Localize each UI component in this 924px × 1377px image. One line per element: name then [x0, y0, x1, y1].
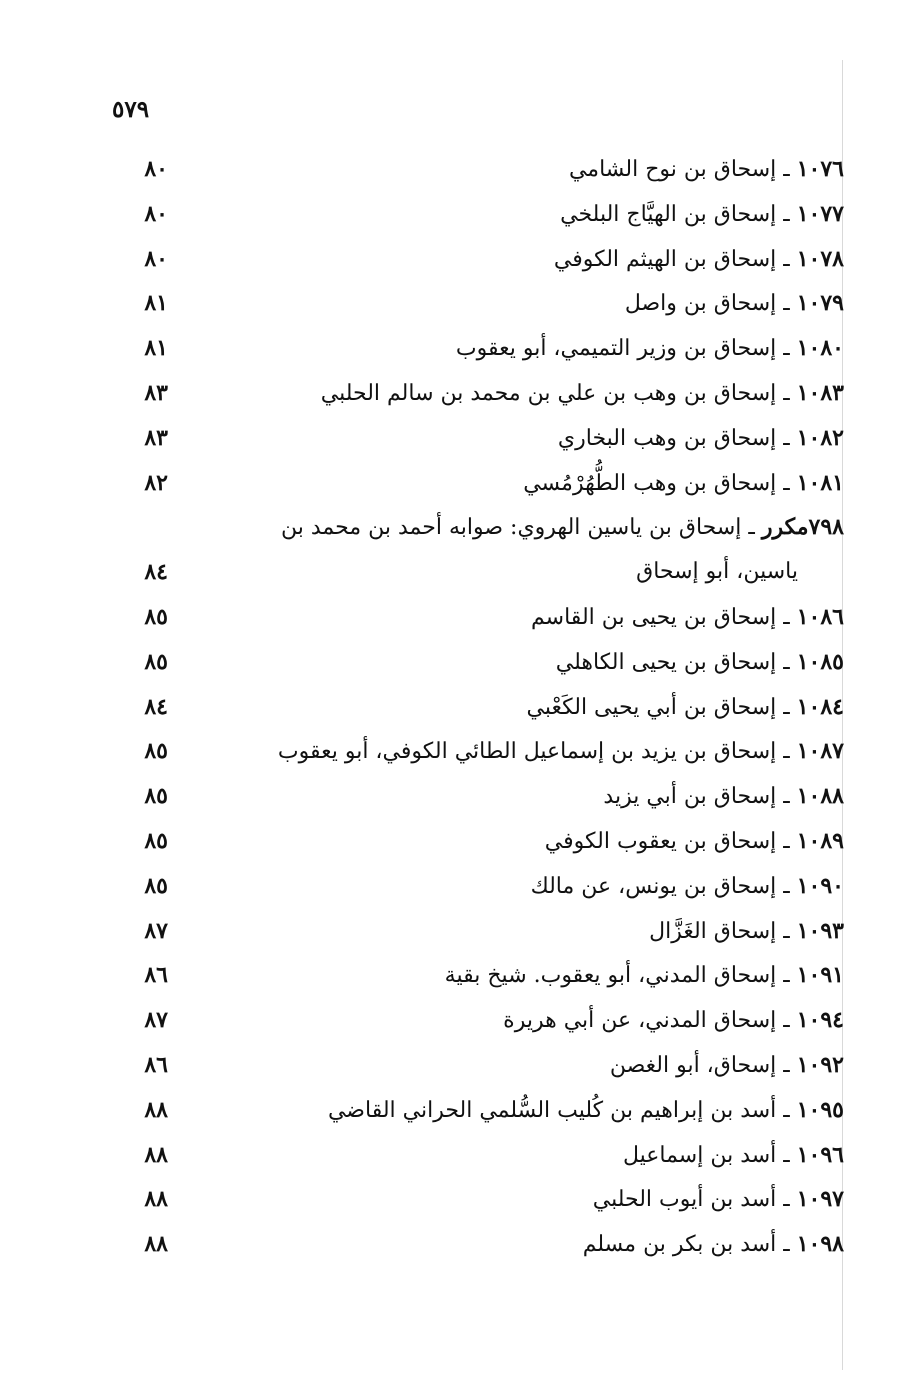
entry-text	[328, 1097, 844, 1123]
index-entry	[0, 732, 924, 777]
index-entry	[0, 688, 924, 733]
index-entry	[0, 419, 924, 464]
entry-number: ١٠٨٦	[796, 603, 844, 630]
entry-page-number: ٨٢	[144, 469, 168, 496]
entry-name: ـ إسحاق الغَزَّال	[649, 918, 790, 944]
entry-number: ١٠٨١	[796, 469, 844, 496]
entry-text	[456, 335, 844, 361]
entry-text	[625, 290, 844, 316]
entry-name: ـ أسد بن إبراهيم بن كُليب السُّلمي الحراني القاضي	[327, 1097, 790, 1123]
entry-name: ـ أسد بن أيوب الحلبي	[592, 1187, 790, 1213]
entry-name: ـ إسحاق بن أبي يحيى الكَعْبي	[526, 694, 790, 720]
entry-page-number: ٨٤	[144, 693, 168, 720]
index-entry	[0, 1225, 924, 1270]
entry-number: ١٠٨٣	[796, 379, 844, 406]
entry-name: ـ إسحاق بن وهب بن علي بن محمد بن سالم الحلبي	[320, 380, 790, 406]
index-entry	[0, 1180, 924, 1225]
entry-text	[527, 694, 845, 720]
entry-number: ١٠٩١	[796, 962, 844, 989]
entry-text	[321, 380, 844, 406]
entry-number: ١٠٩٣	[796, 917, 844, 944]
index-entry	[0, 643, 924, 688]
entry-text	[560, 201, 844, 227]
entry-page-number: ٨٠	[144, 200, 168, 227]
index-entry	[0, 1001, 924, 1046]
entry-page-number: ٨٦	[144, 1051, 168, 1078]
entry-name: ـ أسد بن بكر بن مسلم	[582, 1232, 790, 1258]
index-entry	[0, 1136, 924, 1181]
entry-page-number: ٨٨	[144, 1141, 168, 1168]
index-entry	[0, 284, 924, 329]
entry-name: ـ إسحاق بن وهب الطُّهُرْمُسي	[523, 470, 790, 496]
entry-page-number: ٨٥	[144, 783, 168, 810]
entry-page-number: ٨٣	[144, 379, 168, 406]
entry-text	[556, 649, 844, 675]
entry-page-number: ٨٠	[144, 245, 168, 272]
entry-page-number: ٨٨	[144, 1231, 168, 1258]
entry-name: ـ إسحاق المدني، أبو يعقوب. شيخ بقية	[444, 963, 790, 989]
entry-text	[445, 962, 844, 988]
entry-number: ١٠٨٤	[796, 693, 844, 720]
index-entry	[0, 912, 924, 957]
entry-page-number: ٨٥	[144, 738, 168, 765]
index-entry	[0, 374, 924, 419]
entry-page-number: ٨٥	[144, 872, 168, 899]
index-entry-continuation	[0, 553, 924, 598]
entry-text	[503, 1007, 844, 1033]
entry-name: ـ أسد بن إسماعيل	[622, 1142, 790, 1168]
entry-number: ١٠٩٢	[796, 1051, 844, 1078]
entry-page-number: ٨٥	[144, 648, 168, 675]
entry-number: ١٠٨٧	[796, 738, 844, 765]
entry-number: ١٠٨٩	[796, 827, 844, 854]
entry-number: ١٠٧٦	[796, 156, 844, 182]
entry-page-number: ٨٦	[144, 962, 168, 989]
entry-page-number: ٨٤	[144, 559, 168, 586]
index-entries-list	[0, 150, 924, 1270]
entry-number: ١٠٨٢	[796, 424, 844, 451]
entry-page-number: ٨٧	[144, 917, 168, 944]
entry-text	[523, 470, 844, 496]
entry-name: ـ إسحاق بن واصل	[624, 291, 790, 317]
entry-number: ١٠٩٥	[796, 1096, 844, 1123]
entry-name: ـ إسحاق بن الهيثم الكوفي	[553, 246, 790, 272]
index-entry	[0, 150, 924, 195]
entry-page-number: ٨٣	[144, 424, 168, 451]
entry-name: ـ إسحاق بن وزير التميمي، أبو يعقوب	[455, 336, 790, 362]
entry-text	[649, 918, 844, 944]
entry-text	[610, 1052, 844, 1078]
entry-text	[531, 873, 844, 899]
entry-number: ٧٩٨مكرر	[761, 514, 844, 541]
entry-page-number: ٨٨	[144, 1096, 168, 1123]
entry-number: ١٠٨٨	[796, 783, 844, 810]
entry-name: ـ إسحاق بن يحيى الكاهلي	[555, 649, 790, 675]
page-number: ٥٧٩	[112, 96, 150, 123]
entry-name: ـ إسحاق بن يعقوب الكوفي	[544, 828, 790, 854]
entry-number: ١٠٧٧	[796, 200, 844, 227]
index-entry	[0, 329, 924, 374]
entry-text	[623, 1142, 844, 1168]
entry-page-number: ٨٠	[144, 156, 168, 182]
entry-name: ـ إسحاق، أبو الغصن	[609, 1052, 790, 1078]
entry-page-number: ٨١	[144, 290, 168, 317]
entry-number: ١٠٩٨	[796, 1231, 844, 1258]
entry-page-number: ٨٥	[144, 827, 168, 854]
entry-name: ـ إسحاق بن نوح الشامي	[568, 157, 790, 182]
index-entry	[0, 195, 924, 240]
entry-number: ١٠٨٠	[796, 335, 844, 362]
entry-name: ـ إسحاق بن الهيَّاج البلخي	[560, 201, 790, 227]
index-entry	[0, 867, 924, 912]
entry-text	[545, 828, 844, 854]
index-entry	[0, 822, 924, 867]
index-entry	[0, 240, 924, 285]
entry-text	[278, 738, 844, 764]
entry-text	[531, 604, 844, 630]
entry-number: ١٠٩٧	[796, 1186, 844, 1213]
index-entry	[0, 956, 924, 1001]
entry-text	[569, 156, 844, 182]
entry-number: ١٠٩٠	[796, 872, 844, 899]
entry-text	[554, 246, 844, 272]
index-entry	[0, 1091, 924, 1136]
index-entry	[0, 1046, 924, 1091]
entry-name: ـ إسحاق بن يحيى بن القاسم	[531, 604, 790, 630]
index-entry	[0, 464, 924, 509]
entry-name: ـ إسحاق بن يونس، عن مالك	[530, 873, 790, 899]
index-entry	[0, 598, 924, 643]
entry-text	[636, 559, 798, 584]
entry-text	[558, 425, 844, 451]
entry-text	[603, 783, 844, 809]
entry-name: ـ إسحاق المدني، عن أبي هريرة	[503, 1008, 790, 1034]
entry-page-number: ٨٨	[144, 1186, 168, 1213]
entry-number: ١٠٩٦	[796, 1141, 844, 1168]
entry-page-number: ٨١	[144, 335, 168, 362]
entry-text	[281, 514, 844, 540]
entry-text	[583, 1231, 844, 1257]
entry-text	[593, 1186, 844, 1212]
entry-page-number: ٨٧	[144, 1007, 168, 1034]
entry-name: ـ إسحاق بن وهب البخاري	[557, 425, 790, 451]
index-entry	[0, 777, 924, 822]
entry-name: ـ إسحاق بن ياسين الهروي: صوابه أحمد بن محمد بن	[281, 515, 755, 541]
entry-name: ـ إسحاق بن أبي يزيد	[603, 784, 790, 810]
entry-number: ١٠٩٤	[796, 1007, 844, 1034]
entry-number: ١٠٧٨	[796, 245, 844, 272]
entry-name: ـ إسحاق بن يزيد بن إسماعيل الطائي الكوفي، أبو يعقوب	[277, 739, 790, 765]
index-entry	[0, 508, 924, 553]
entry-name: ياسين، أبو إسحاق	[636, 559, 798, 585]
entry-number: ١٠٨٥	[796, 648, 844, 675]
entry-number: ١٠٧٩	[796, 290, 844, 317]
entry-page-number: ٨٥	[144, 603, 168, 630]
